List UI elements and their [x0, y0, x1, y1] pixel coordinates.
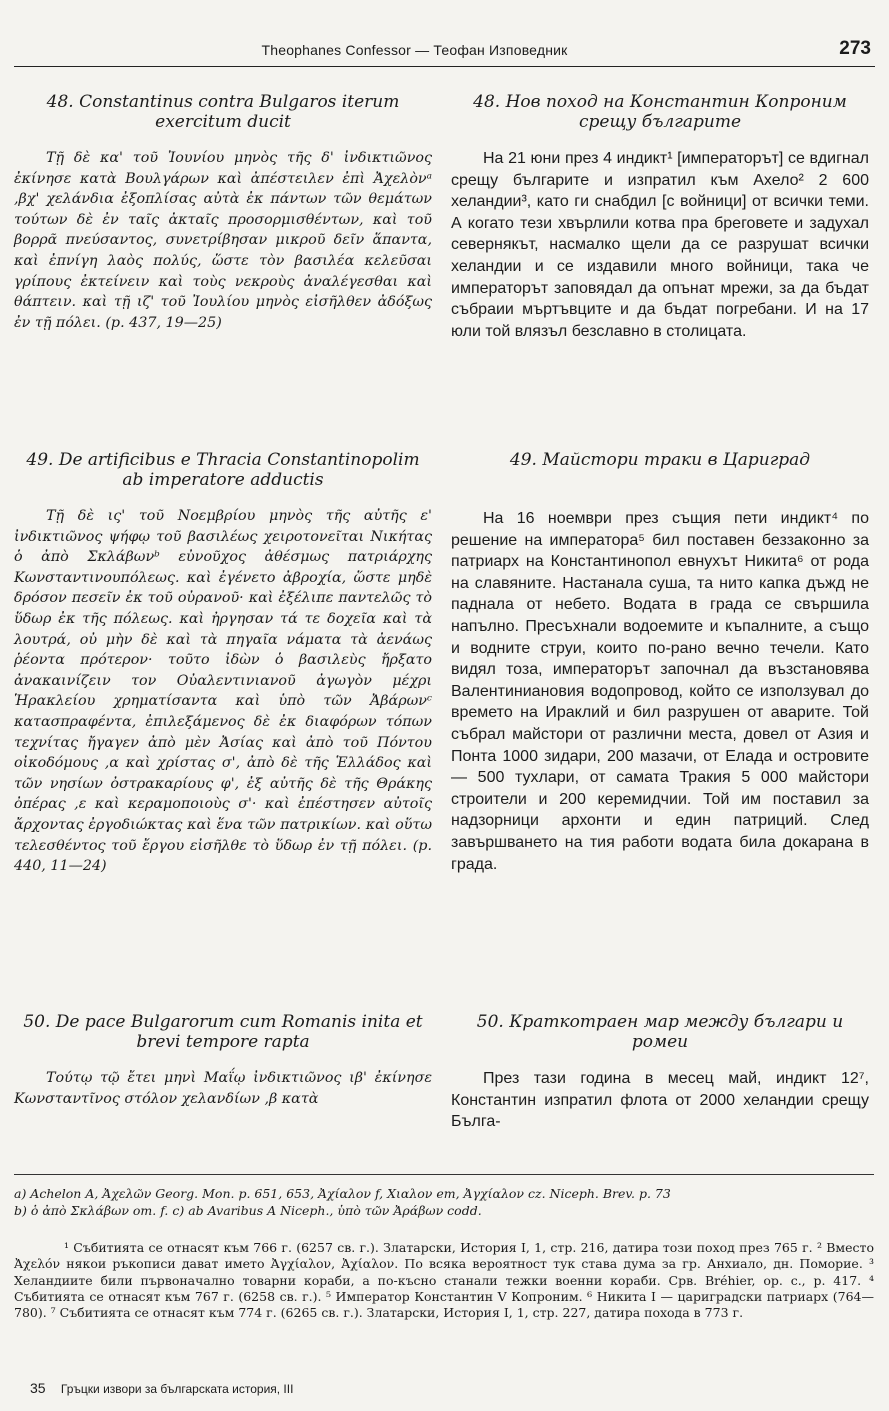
bulgarian-text: През тази година в месец май, индикт 12⁷, Константин изпратил флота от 2000 хеландии срещу Бълга-	[451, 1070, 869, 1131]
bulgarian-text: На 21 юни през 4 индикт¹ [императорът] се вдигнал срещу българите и изпратил към Ахело² 2 600 хеландии³, като ги снабдил [с войници] от всички теми. А когато тези хвърлили котва пра бреговете и задухал севернякът, насмалко щели да се разрушат всички хеландии и се издавили много войници, така че императорът заповядал да опънат мрежи, за да бъдат събраии мъртъвците и да бъдат погребани. И на 17 юли той влязъл безславно в столицата.	[451, 150, 869, 340]
running-title: Theophanes Confessor — Теофан Изповедник	[261, 42, 568, 58]
series-title: Гръцки извори за българската история, III	[60, 1382, 294, 1396]
section-50-left	[14, 1012, 432, 1109]
critical-apparatus	[14, 1174, 874, 1219]
apparatus-line: b) ὁ ἀπὸ Σκλάβων om. f. c) ab Avaribus A Niceph., ὑπὸ τῶν Ἀράβων codd.	[14, 1203, 482, 1218]
section-title-latin: 50. De pace Bulgarorum cum Romanis inita et brevi tempore rapta	[23, 1012, 423, 1052]
section-49-left	[14, 450, 432, 877]
greek-text: Τούτῳ τῷ ἔτει μηνὶ Μαΐῳ ἰνδικτιῶνος ιβ' ἐκίνησε Κωνσταντῖνος στόλον χελανδίων ,β κατὰ	[14, 1070, 432, 1107]
section-title-bulgarian: 48. Нов поход на Константин Копроним срещу българите	[473, 92, 847, 132]
greek-text: Τῇ δὲ κα' τοῦ Ἰουνίου μηνὸς τῆς δ' ἰνδικτιῶνος ἐκίνησε κατὰ Βουλγάρων καὶ ἀπέστειλεν ἐπὶ Ἀχελὸνᵃ ,βχ' χελάνδια ἐξοπλίσας αὐτὰ ἐκ πάντων τῶν θεμάτων τούτων δὲ ἐν ταῖς ἀκταῖς προσορμισθέντων, καὶ τοῦ βορρᾶ πνεύσαντος, συνετρίβησαν μικροῦ δεῖν ἅπαντα, καὶ ἐπνίγη λαὸς πολύς, ὥστε τὸν βασιλέα κελεῦσαι γρίπους ἐκτείνειν καὶ τοὺς νεκροὺς ἀναλέγεσθαι καὶ θάπτειν. καὶ τῇ ιζ' τοῦ Ἰουλίου μηνὸς εἰσῆλθεν ἀδόξως ἐν τῇ πόλει. (p. 437, 19—25)	[14, 150, 432, 331]
section-48-left	[14, 92, 432, 333]
section-48-right	[451, 92, 869, 342]
greek-text: Τῇ δὲ ις' τοῦ Νοεμβρίου μηνὸς τῆς αὐτῆς ε' ἰνδικτιῶνος ψήφῳ τοῦ βασιλέως χειροτονεῖται Νικήτας ὁ ἀπὸ Σκλάβωνᵇ εὐνοῦχος ἀθέσμως πατριάρχης Κωνσταντινουπόλεως. καὶ ἐγένετο ἀβροχία, ὥστε μηδὲ δρόσον πεσεῖν ἐκ τοῦ οὐρανοῦ· καὶ ἐξέλιπε παντελῶς τὸ ὕδωρ ἐκ τῆς πόλεως. καὶ ἠργησαν τά τε δοχεῖα καὶ τὰ λουτρά, οὐ μὴν δὲ καὶ τὰ πηγαῖα νάματα τὰ ἀενάως ῥέοντα πρότερον· τοῦτο ἰδὼν ὁ βασιλεὺς ἤρξατο ἀνακαινίζειν τον Οὐαλεντινιανοῦ ἀγωγὸν μέχρι Ἡρακλείου χρηματίσαντα καὶ ὑπὸ τῶν Ἀβάρωνᶜ κατασπραφέντα, ἐπιλεξάμενος δὲ ἐκ διαφόρων τόπων τεχνίτας ἤγαγεν ἀπὸ μὲν Ἀσίας καὶ ἀπὸ τοῦ Πόντου οἰκοδόμους ,α καὶ χρίστας σ', ἀπὸ δὲ τῆς Ἑλλάδος καὶ τῶν νησίων ὀστρακαρίους φ', ἐξ αὐτῆς δὲ τῆς Θράκης ὀπέρας ,ε καὶ κεραμοποιοὺς σ'· καὶ ἐπέστησεν αὐτοῖς ἄρχοντας ἐργοδιώκτας καὶ ἕνα τῶν πατρικίων. καὶ οὕτω τελεσθέντος τοῦ ἔργου εἰσῆλθε τὸ ὕδωρ ἐν τῇ πόλει. (p. 440, 11—24)	[14, 508, 432, 875]
running-header	[14, 34, 875, 67]
section-title-latin: 48. Constantinus contra Bulgaros iterum exercitum ducit	[46, 92, 400, 132]
apparatus-line: a) Achelon A, Ἀχελῶν Georg. Mon. p. 651, 653, Ἀχίαλον f, Χιαλον em, Ἀγχίαλον cz. Niceph. Brev. p. 73	[14, 1186, 671, 1201]
section-50-right	[451, 1012, 869, 1133]
section-title-bulgarian: 49. Майстори траки в Цариград	[509, 450, 811, 470]
bulgarian-text: На 16 ноември през същия пети индикт⁴ по решение на императора⁵ бил поставен беззаконно за патриарх на Константинопол евнухът Никита⁶ от рода на славяните. Настанала суша, та нито капка дъжд не паднала от небето. Водата в града се свършила напълно. Пресъхнали водоемите и къпалните, а също и водните струи, които по-рано вечно течели. Като видял тоза, императорът започнал да възстановява Валентиниановия водопровод, който се използувал до времето на Ираклий и бил разрушен от аварите. Той събрал майстори от различни места, довел от Азия и Понта 1000 зидари, 200 мазачи, от Елада и островите — 500 тухлари, от самата Тракия 5 000 майстори строители и 200 керемидчии. Той им поставил за надзорници архонти и един патриций. След завършването на тия работи водата била докарана в града.	[451, 510, 869, 873]
section-49-right	[451, 450, 869, 875]
footnotes: ¹ Събитията се отнасят към 766 г. (6257 св. г.). Златарски, История I, 1, стр. 216, датира този поход през 765 г. ² Вместо Ἀχελόν някои ръкописи дават името Ἀγχίαλον, Ἀχίαλον. По всяка вероятност тук става дума за гр. Анхиало, дн. Поморие. ³ Хеландиите били първоначално товарни кораби, а по-късно станали тежки военни кораби. Срв. Bréhier, op. c., p. 417. ⁴ Събитията се отнасят към 767 г. (6258 св. г.). ⁵ Император Константин V Копроним. ⁶ Никита I — цариградски патриарх (764—780). ⁷ Събитията се отнасят към 774 г. (6265 св. г.). Златарски, История I, 1, стр. 227, датира похода в 773 г.	[14, 1240, 874, 1321]
section-title-latin: 49. De artificibus e Thracia Constantinopolim ab imperatore adductis	[26, 450, 420, 490]
section-title-bulgarian: 50. Краткотраен мар между българи и ромеи	[476, 1012, 844, 1052]
page-number: 273	[839, 38, 871, 59]
page-footer	[30, 1380, 293, 1396]
signature-mark: 35	[30, 1380, 46, 1396]
